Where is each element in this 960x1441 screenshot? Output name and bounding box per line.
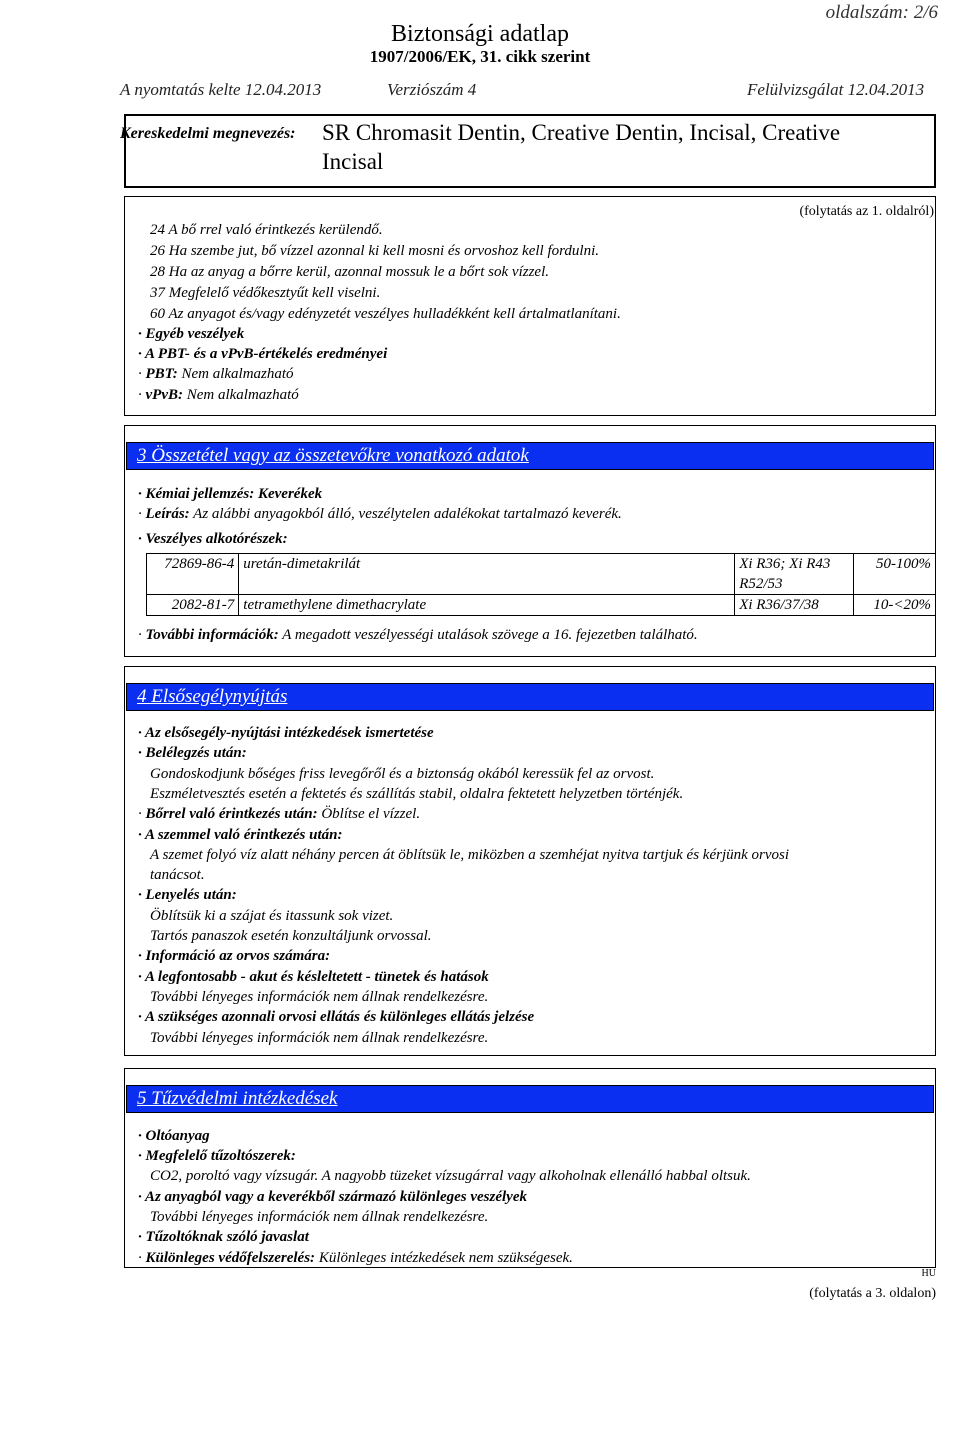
cas-number: 2082-81-7 bbox=[147, 595, 239, 616]
section5-heading: 5 Tűzvédelmi intézkedések bbox=[126, 1085, 934, 1113]
inhalation-heading: · Belélegzés után: bbox=[138, 745, 247, 761]
section4-heading: 4 Elsősegélynyújtás bbox=[126, 683, 934, 711]
print-date: A nyomtatás kelte 12.04.2013 bbox=[120, 80, 322, 99]
vpvb-line: · vPvB: Nem alkalmazható bbox=[138, 387, 299, 403]
firefighter-advice-heading: · Tűzoltóknak szóló javaslat bbox=[138, 1229, 309, 1245]
symptoms-text: További lényeges információk nem állnak rendelkezésre. bbox=[150, 989, 489, 1005]
extinguishing-media-heading: · Oltóanyag bbox=[138, 1128, 210, 1144]
other-hazards-heading: · Egyéb veszélyek bbox=[138, 326, 245, 342]
component-classification: Xi R36; Xi R43 R52/53 bbox=[735, 554, 854, 595]
dangerous-components-heading: · Veszélyes alkotórészek: bbox=[138, 531, 288, 547]
skin-contact-line: · Bőrrel való érintkezés után: Öblítse el vízzel. bbox=[138, 806, 421, 822]
continued-on-note: (folytatás a 3. oldalon) bbox=[809, 1286, 936, 1301]
component-name: uretán-dimetakrilát bbox=[239, 554, 735, 595]
inhalation-text: Eszméletvesztés esetén a fektetés és szállítás stabil, oldalra fektetett helyzetben történjék. bbox=[150, 786, 684, 802]
protective-equipment-line: · Különleges védőfelszerelés: Különleges intézkedések nem szükségesek. bbox=[138, 1250, 573, 1266]
regulation-line: 1907/2006/EK, 31. cikk szerint bbox=[369, 47, 591, 66]
inhalation-text: Gondoskodjunk bőséges friss levegőről és a biztonság okából keressük fel az orvost. bbox=[150, 766, 655, 782]
ingestion-text: Tartós panaszok esetén konzultáljunk orvossal. bbox=[150, 928, 432, 944]
ingestion-heading: · Lenyelés után: bbox=[138, 887, 237, 903]
section3-heading: 3 Összetétel vagy az összetevőkre vonatkozó adatok bbox=[126, 442, 934, 470]
component-concentration: 50-100% bbox=[853, 554, 935, 595]
component-name: tetramethylene dimethacrylate bbox=[239, 595, 735, 616]
document-title: Biztonsági adatlap bbox=[391, 21, 569, 47]
trade-name-line2: Incisal bbox=[322, 149, 384, 174]
component-concentration: 10-<20% bbox=[853, 595, 935, 616]
trade-name-line1: SR Chromasit Dentin, Creative Dentin, Incisal, Creative bbox=[322, 120, 841, 145]
trade-name-label: Kereskedelmi megnevezés: bbox=[120, 125, 296, 142]
continued-from-note: (folytatás az 1. oldalról) bbox=[799, 204, 934, 219]
revision-date: Felülvizsgálat 12.04.2013 bbox=[747, 80, 925, 99]
ingestion-text: Öblítsük ki a szájat és itassunk sok vizet. bbox=[150, 908, 394, 924]
precaution-line: 37 Megfelelő védőkesztyűt kell viselni. bbox=[150, 285, 381, 301]
cas-number: 72869-86-4 bbox=[147, 554, 239, 595]
description-line: · Leírás: Az alábbi anyagokból álló, veszélytelen adalékokat tartalmazó keverék. bbox=[138, 506, 622, 522]
special-hazards-text: További lényeges információk nem állnak rendelkezésre. bbox=[150, 1209, 489, 1225]
eye-contact-heading: · A szemmel való érintkezés után: bbox=[138, 827, 343, 843]
special-hazards-heading: · Az anyagból vagy a keverékből származó különleges veszélyek bbox=[138, 1189, 527, 1205]
eye-contact-text: tanácsot. bbox=[150, 867, 205, 883]
table-row bbox=[147, 595, 936, 616]
suitable-media-heading: · Megfelelő tűzoltószerek: bbox=[138, 1148, 296, 1164]
eye-contact-text: A szemet folyó víz alatt néhány percen át öblítsük le, miközben a szemhéjat nyitva tartjuk és kérjünk orvosi bbox=[150, 847, 790, 863]
precaution-line: 24 A bő rrel való érintkezés kerülendő. bbox=[150, 222, 383, 238]
precaution-line: 26 Ha szembe jut, bő vízzel azonnal ki kell mosni és orvoshoz kell fordulni. bbox=[150, 243, 599, 259]
component-classification: Xi R36/37/38 bbox=[735, 595, 854, 616]
pbt-assessment-heading: · A PBT- és a vPvB-értékelés eredményei bbox=[138, 346, 388, 362]
chemical-characterization: · Kémiai jellemzés: Keverékek bbox=[138, 486, 323, 502]
precaution-line: 60 Az anyagot és/vagy edényzetét veszélyes hulladékként kell ártalmatlanítani. bbox=[150, 306, 621, 322]
page-number: oldalszám: 2/6 bbox=[825, 2, 938, 23]
suitable-media-text: CO2, poroltó vagy vízsugár. A nagyobb tüzeket vízsugárral vagy alkoholnak ellenálló habbal oltsuk. bbox=[150, 1168, 751, 1184]
version-number: Verziószám 4 bbox=[387, 80, 477, 99]
treatment-text: További lényeges információk nem állnak rendelkezésre. bbox=[150, 1030, 489, 1046]
doctor-info-heading: · Információ az orvos számára: bbox=[138, 948, 331, 964]
pbt-line: · PBT: Nem alkalmazható bbox=[138, 366, 294, 382]
symptoms-heading: · A legfontosabb - akut és késleltetett - tünetek és hatások bbox=[138, 969, 489, 985]
components-table bbox=[146, 553, 936, 616]
first-aid-description-heading: · Az elsősegély-nyújtási intézkedések ismertetése bbox=[138, 725, 434, 741]
language-code: HU bbox=[921, 1268, 936, 1279]
precaution-line: 28 Ha az anyag a bőrre kerül, azonnal mossuk le a bőrt sok vízzel. bbox=[150, 264, 549, 280]
table-row bbox=[147, 554, 936, 595]
treatment-heading: · A szükséges azonnali orvosi ellátás és különleges ellátás jelzése bbox=[138, 1009, 535, 1025]
more-info-line: · További információk: A megadott veszélyességi utalások szövege a 16. fejezetben található. bbox=[138, 627, 698, 643]
